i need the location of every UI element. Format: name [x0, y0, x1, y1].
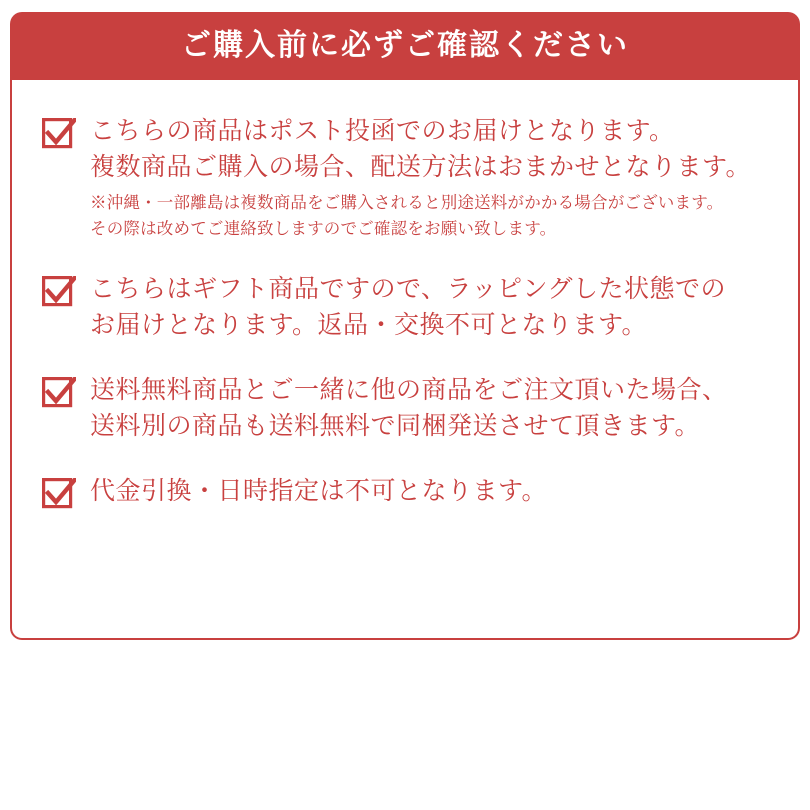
- list-item-note-line: ※沖縄・一部離島は複数商品をご購入されると別途送料がかかる場合がございます。: [90, 194, 724, 212]
- list-item-line: こちらの商品はポスト投函でのお届けとなります。: [90, 117, 675, 145]
- list-item-text: [90, 373, 768, 444]
- checkmark-icon: [42, 377, 76, 411]
- list-item-text: [90, 474, 768, 510]
- list-item: [42, 272, 768, 343]
- list-item-line: 複数商品ご購入の場合、配送方法はおまかせとなります。: [90, 152, 752, 181]
- list-item-line: 代金引換・日時指定は不可となります。: [90, 477, 548, 506]
- notice-body: [10, 80, 800, 640]
- list-item: [42, 114, 768, 242]
- list-item: [42, 474, 768, 512]
- checkmark-icon: [42, 478, 76, 512]
- checkmark-icon: [42, 118, 76, 152]
- list-item-note-line: その際は改めてご連絡致しますのでご確認をお願い致します。: [90, 219, 557, 238]
- list-item-text: [90, 272, 768, 343]
- list-item-text: [90, 114, 768, 242]
- list-item-line: 送料無料商品とご一緒に他の商品をご注文頂いた場合、: [90, 376, 728, 405]
- checkmark-icon: [42, 276, 76, 310]
- list-item-line: 送料別の商品も送料無料で同梱発送させて頂きます。: [90, 411, 701, 440]
- list-item: [42, 373, 768, 444]
- list-item-line: お届けとなります。返品・交換不可となります。: [90, 310, 648, 339]
- page-title: ご購入前に必ずご確認ください: [181, 29, 629, 62]
- list-item-line: こちらはギフト商品ですので、ラッピングした状態での: [90, 275, 727, 304]
- purchase-notice-card: [10, 12, 800, 640]
- list-item-note: [90, 191, 768, 242]
- notice-header: [10, 12, 800, 80]
